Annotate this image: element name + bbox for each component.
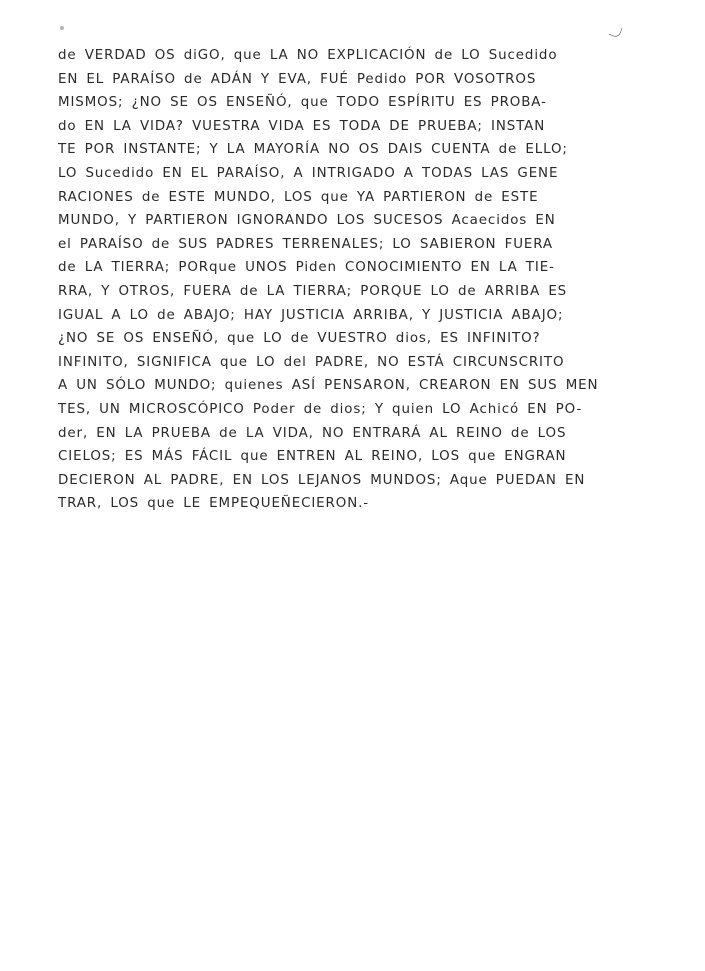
text-line: A UN SÓLO MUNDO; quienes ASÍ PENSARON, CREARON EN SUS MEN [58,378,599,394]
text-line: CIELOS; ES MÁS FÁCIL que ENTREN AL REINO, LOS que ENGRAN [58,449,567,465]
text-line: der, EN LA PRUEBA de LA VIDA, NO ENTRARÁ AL REINO de LOS [58,425,567,441]
text-line: TE POR INSTANTE; Y LA MAYORÍA NO OS DAIS CUENTA de ELLO; [58,142,568,158]
handwritten-text-block [58,44,668,516]
text-line: TES, UN MICROSCÓPICO Poder de dios; Y quien LO Achicó EN PO- [58,401,583,417]
text-line: DECIERON AL PADRE, EN LOS LEJANOS MUNDOS; Aque PUEDAN EN [58,472,586,488]
text-line: INFINITO, SIGNIFICA que LO del PADRE, NO ESTÁ CIRCUNSCRITO [58,354,565,370]
scan-speck-mark [60,26,64,30]
text-line: MUNDO, Y PARTIERON IGNORANDO LOS SUCESOS Acaecidos EN [58,213,556,229]
text-line: el PARAÍSO de SUS PADRES TERRENALES; LO SABIERON FUERA [58,236,553,252]
text-line: MISMOS; ¿NO SE OS ENSEÑÓ, que TODO ESPÍRITU ES PROBA- [58,95,547,111]
text-line: IGUAL A LO de ABAJO; HAY JUSTICIA ARRIBA, Y JUSTICIA ABAJO; [58,307,564,323]
text-line: de LA TIERRA; PORque UNOS Piden CONOCIMIENTO EN LA TIE- [58,260,555,276]
text-line: LO Sucedido EN EL PARAÍSO, A INTRIGADO A TODAS LAS GENE [58,165,559,181]
text-line: do EN LA VIDA? VUESTRA VIDA ES TODA DE PRUEBA; INSTAN [58,118,546,134]
text-line: RACIONES de ESTE MUNDO, LOS que YA PARTIERON de ESTE [58,189,539,205]
text-line: ¿NO SE OS ENSEÑÓ, que LO de VUESTRO dios, ES INFINITO? [58,331,541,347]
text-line: RRA, Y OTROS, FUERA de LA TIERRA; PORQUE LO de ARRIBA ES [58,283,568,299]
corner-pen-mark [608,24,622,38]
text-line: de VERDAD OS diGO, que LA NO EXPLICACIÓN de LO Sucedido [58,48,558,63]
text-line: TRAR, LOS que LE EMPEQUEÑECIERON.- [58,496,369,512]
text-line: EN EL PARAÍSO de ADÁN Y EVA, FUÉ Pedido POR VOSOTROS [58,71,537,87]
